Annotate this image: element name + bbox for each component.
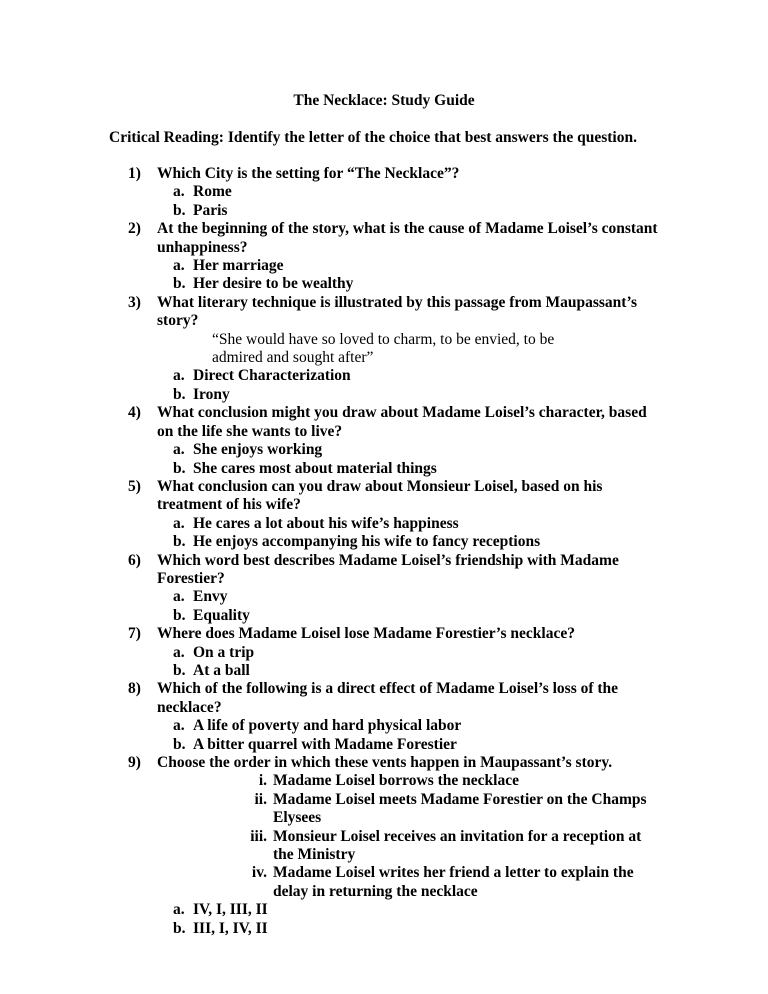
question-item <box>0 625 768 680</box>
event-item <box>157 772 658 790</box>
event-text: Madame Loisel meets Madame Forestier on the Champs Elysees <box>273 790 647 827</box>
answer-option <box>157 607 658 625</box>
question-number: 6) <box>128 551 141 569</box>
option-text: Her desire to be wealthy <box>193 275 354 293</box>
question-number: 9) <box>128 754 141 771</box>
question-number: 7) <box>128 625 141 643</box>
option-text: Equality <box>193 606 250 624</box>
question-text: At the beginning of the story, what is the cause of Madame Loisel’s constant unhappiness? <box>157 220 658 256</box>
event-numeral: iii. <box>250 827 267 845</box>
question-item <box>0 680 768 754</box>
option-text: Envy <box>193 588 228 606</box>
question-number: 3) <box>128 293 141 311</box>
option-letter: a. <box>173 367 185 385</box>
answer-option <box>157 460 658 478</box>
option-letter: b. <box>173 459 186 477</box>
event-item <box>157 791 658 828</box>
question-text: Which City is the setting for “The Necklace”? <box>157 165 460 182</box>
question-number: 8) <box>128 680 141 698</box>
event-item <box>157 828 658 865</box>
answer-option <box>157 717 658 735</box>
answer-option <box>157 386 658 404</box>
event-numeral: iv. <box>251 864 267 882</box>
answer-option <box>157 515 658 533</box>
option-text: IV, I, III, II <box>193 901 268 919</box>
option-text: Paris <box>193 201 228 219</box>
option-text: She cares most about material things <box>193 459 437 477</box>
event-item <box>157 864 658 901</box>
question-text: What literary technique is illustrated by this passage from Maupassant’s story? <box>157 293 638 330</box>
option-letter: a. <box>173 257 185 275</box>
option-letter: a. <box>173 441 185 459</box>
option-letter: a. <box>173 901 185 919</box>
option-letter: a. <box>173 514 185 532</box>
question-text: Which of the following is a direct effect of Madame Loisel’s loss of the necklace? <box>157 680 619 716</box>
answer-option <box>157 901 658 919</box>
option-text: III, I, IV, II <box>193 919 268 937</box>
answer-option <box>157 920 658 938</box>
question-number: 5) <box>128 477 141 495</box>
option-text: Rome <box>193 183 232 201</box>
event-numeral: i. <box>258 772 267 790</box>
option-text: Her marriage <box>193 257 284 275</box>
event-numeral: ii. <box>254 790 267 808</box>
event-text: Madame Loisel borrows the necklace <box>273 772 519 790</box>
answer-option <box>157 367 658 385</box>
question-item <box>0 294 768 404</box>
option-letter: b. <box>173 201 186 219</box>
question-text: What conclusion might you draw about Madame Loisel’s character, based on the life she wants to live? <box>157 404 647 440</box>
question-item <box>0 404 768 478</box>
option-text: He enjoys accompanying his wife to fancy receptions <box>193 533 541 551</box>
option-text: She enjoys working <box>193 441 323 459</box>
option-letter: b. <box>173 385 186 403</box>
event-text: Madame Loisel writes her friend a letter to explain the delay in returning the necklace <box>273 864 634 900</box>
question-text: Choose the order in which these vents happen in Maupassant’s story. <box>157 754 613 771</box>
question-number: 2) <box>128 220 141 238</box>
option-text: On a trip <box>193 643 255 661</box>
option-letter: a. <box>173 588 185 606</box>
option-letter: b. <box>173 606 186 624</box>
answer-option <box>157 275 658 293</box>
option-text: Direct Characterization <box>193 367 351 385</box>
option-letter: b. <box>173 919 186 937</box>
option-letter: b. <box>173 275 186 293</box>
answer-option <box>157 202 658 220</box>
option-text: A life of poverty and hard physical labor <box>193 717 462 735</box>
option-letter: a. <box>173 183 185 201</box>
answer-option <box>157 662 658 680</box>
instructions: Critical Reading: Identify the letter of the choice that best answers the question. <box>109 129 637 146</box>
answer-option <box>157 644 658 662</box>
answer-option <box>157 736 658 754</box>
question-text: What conclusion can you draw about Monsieur Loisel, based on his treatment of his wife? <box>157 477 603 514</box>
question-item <box>0 220 768 294</box>
quoted-passage: “She would have so loved to charm, to be envied, to be admired and sought after” <box>212 330 555 367</box>
option-text: He cares a lot about his wife’s happiness <box>193 514 459 532</box>
event-text: Monsieur Loisel receives an invitation for a reception at the Ministry <box>273 827 642 864</box>
option-letter: a. <box>173 643 185 661</box>
answer-option <box>157 257 658 275</box>
answer-option <box>157 588 658 606</box>
question-number: 1) <box>128 165 141 182</box>
question-item <box>0 165 768 220</box>
question-item <box>0 552 768 626</box>
question-list <box>0 165 768 938</box>
option-text: Irony <box>193 385 230 403</box>
question-text: Where does Madame Loisel lose Madame Forestier’s necklace? <box>157 625 575 643</box>
answer-option <box>157 441 658 459</box>
option-text: At a ball <box>193 661 250 679</box>
option-letter: b. <box>173 533 186 551</box>
option-letter: b. <box>173 661 186 679</box>
option-letter: a. <box>173 717 185 735</box>
question-item <box>0 754 768 938</box>
question-text: Which word best describes Madame Loisel’s friendship with Madame Forestier? <box>157 551 619 587</box>
answer-option <box>157 183 658 201</box>
question-item <box>0 478 768 552</box>
option-letter: b. <box>173 735 186 753</box>
answer-option <box>157 533 658 551</box>
option-text: A bitter quarrel with Madame Forestier <box>193 735 457 753</box>
page-title: The Necklace: Study Guide <box>293 92 475 109</box>
question-number: 4) <box>128 404 141 422</box>
